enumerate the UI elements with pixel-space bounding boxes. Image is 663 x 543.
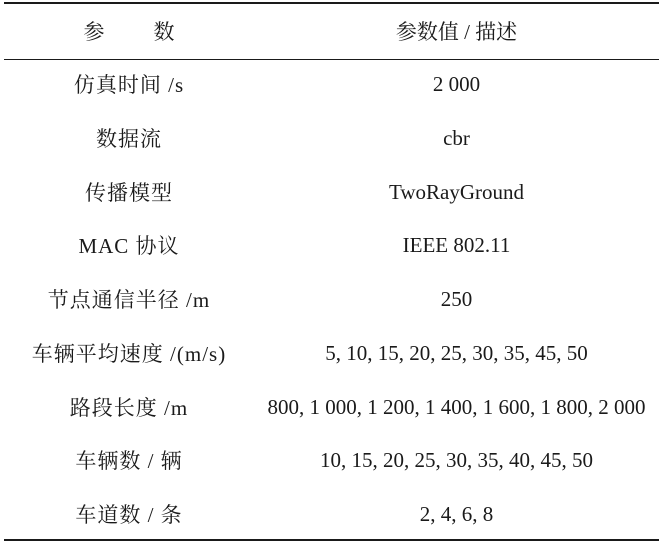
value-cell: 800, 1 000, 1 200, 1 400, 1 600, 1 800, 2 000 <box>267 394 646 419</box>
table-row <box>0 172 663 212</box>
header-value: 参数值 / 描述 <box>395 20 518 44</box>
param-cell: 节点通信半径 /m <box>47 288 211 312</box>
param-cell: 数据流 <box>96 127 162 151</box>
table-row <box>0 440 663 480</box>
table-header-rule <box>4 59 659 60</box>
table-bottom-rule <box>4 539 659 541</box>
header-param: 参 数 <box>83 20 189 44</box>
table-row <box>0 64 663 104</box>
param-cell: MAC 协议 <box>78 234 180 258</box>
table-row <box>0 118 663 158</box>
table-header-row <box>0 11 663 51</box>
value-cell: cbr <box>443 125 470 150</box>
table-row <box>0 387 663 427</box>
param-cell: 车辆平均速度 /(m/s) <box>31 342 227 366</box>
value-cell: 5, 10, 15, 20, 25, 30, 35, 45, 50 <box>325 340 588 365</box>
table-row <box>0 494 663 534</box>
param-cell: 车辆数 / 辆 <box>75 449 183 473</box>
value-cell: TwoRayGround <box>388 179 524 204</box>
param-cell: 路段长度 /m <box>69 396 189 420</box>
table-row <box>0 225 663 265</box>
value-cell: 2, 4, 6, 8 <box>419 501 494 526</box>
value-cell: 2 000 <box>432 71 481 96</box>
param-cell: 传播模型 <box>85 181 173 205</box>
param-cell: 仿真时间 /s <box>73 73 185 97</box>
param-cell: 车道数 / 条 <box>75 503 183 527</box>
table-row <box>0 333 663 373</box>
table-row <box>0 279 663 319</box>
value-cell: 10, 15, 20, 25, 30, 35, 40, 45, 50 <box>320 447 593 472</box>
value-cell: IEEE 802.11 <box>402 232 511 257</box>
value-cell: 250 <box>440 286 473 311</box>
table-top-rule <box>4 2 659 4</box>
